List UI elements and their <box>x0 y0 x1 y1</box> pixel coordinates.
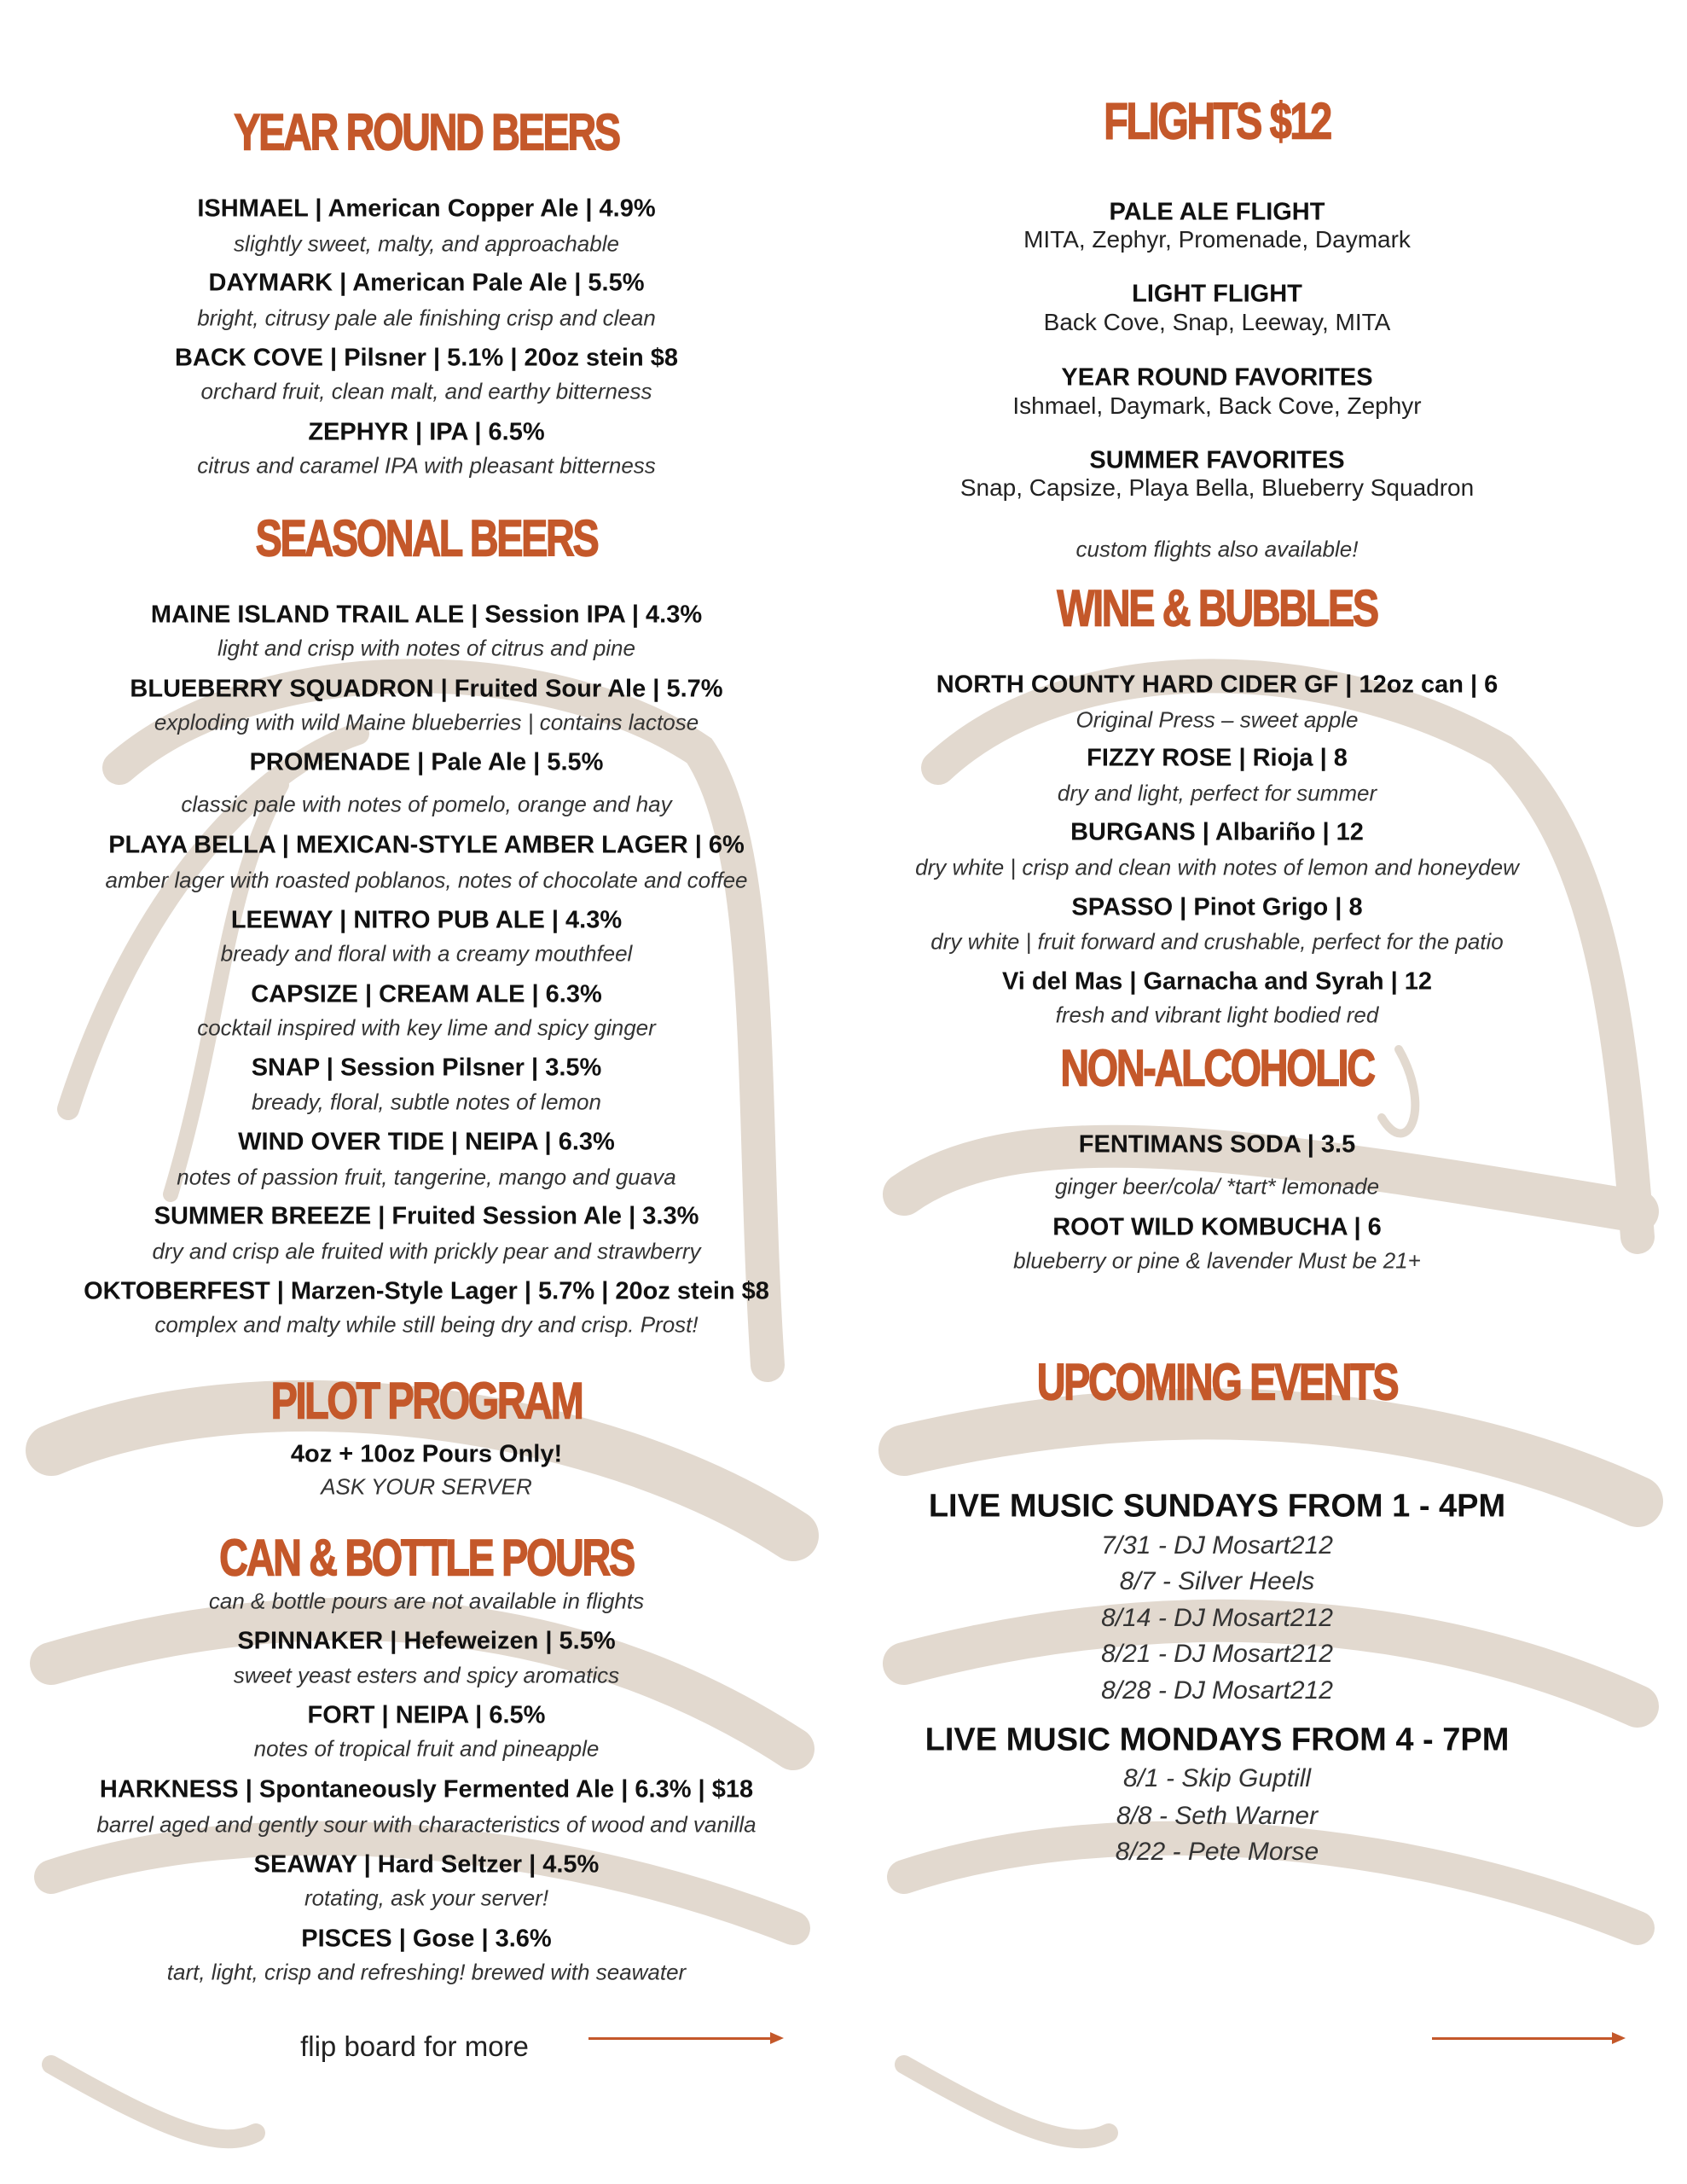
beer-description: bright, citrusy pale ale finishing crisp and clean <box>197 305 656 331</box>
flip-arrow-icon-right <box>1432 2037 1622 2040</box>
section-title-seasonal: SEASONAL BEERS <box>255 509 598 567</box>
beer-description: notes of passion fruit, tangerine, mango and guava <box>177 1164 676 1190</box>
section-title-wine: WINE & BUBBLES <box>1057 579 1377 637</box>
cans-note: can & bottle pours are not available in flights <box>208 1588 645 1614</box>
wine-description: dry and light, perfect for summer <box>1057 780 1377 806</box>
beer-description: barrel aged and gently sour with characteristics of wood and vanilla <box>96 1811 757 1838</box>
event-date: 7/31 - DJ Mosart212 <box>1101 1531 1333 1560</box>
beer-name: CAPSIZE | CREAM ALE | 6.3% <box>251 980 602 1008</box>
event-date: 8/22 - Pete Morse <box>1115 1838 1319 1866</box>
wine-name: Vi del Mas | Garnacha and Syrah | 12 <box>1001 967 1433 996</box>
beer-name: ISHMAEL | American Copper Ale | 4.9% <box>197 195 656 223</box>
beer-description: tart, light, crisp and refreshing! brewed with seawater <box>166 1959 687 1985</box>
beer-name: PLAYA BELLA | MEXICAN-STYLE AMBER LAGER | 6% <box>108 831 745 859</box>
beer-name: PROMENADE | Pale Ale | 5.5% <box>249 748 604 776</box>
event-date: 8/8 - Seth Warner <box>1116 1802 1319 1830</box>
wine-description: fresh and vibrant light bodied red <box>1055 1002 1379 1028</box>
section-title-cans: CAN & BOTTLE POURS <box>219 1529 634 1587</box>
section-title-year-round: YEAR ROUND BEERS <box>234 103 619 161</box>
beer-description: complex and malty while still being dry and crisp. Prost! <box>154 1311 699 1338</box>
flight-name: PALE ALE FLIGHT <box>1109 198 1325 226</box>
beer-name: FORT | NEIPA | 6.5% <box>307 1701 546 1729</box>
flip-arrow-icon-left <box>588 2037 780 2040</box>
beer-description: dry and crisp ale fruited with prickly pear and strawberry <box>152 1238 701 1264</box>
wine-description: dry white | fruit forward and crushable, perfect for the patio <box>930 928 1504 955</box>
wine-description: dry white | crisp and clean with notes of lemon and honeydew <box>915 854 1519 880</box>
pilot-note: ASK YOUR SERVER <box>321 1473 532 1500</box>
flights-note: custom flights also available! <box>1075 536 1359 562</box>
section-title-pilot: PILOT PROGRAM <box>270 1372 583 1430</box>
beer-name: SPINNAKER | Hefeweizen | 5.5% <box>237 1627 616 1655</box>
wine-name: NORTH COUNTY HARD CIDER GF | 12oz can | 6 <box>936 671 1499 699</box>
beer-name: LEEWAY | NITRO PUB ALE | 4.3% <box>230 906 623 934</box>
beer-description: rotating, ask your server! <box>304 1885 549 1911</box>
event-date: 8/7 - Silver Heels <box>1119 1567 1315 1595</box>
beer-description: light and crisp with notes of citrus and pine <box>217 635 635 661</box>
beer-description: orchard fruit, clean malt, and earthy bitterness <box>200 378 652 404</box>
flight-beers: Ishmael, Daymark, Back Cove, Zephyr <box>1012 392 1422 419</box>
beer-description: bready, floral, subtle notes of lemon <box>252 1089 601 1115</box>
beer-description: cocktail inspired with key lime and spicy ginger <box>197 1014 656 1041</box>
beer-name: PISCES | Gose | 3.6% <box>301 1925 552 1953</box>
event-date: 8/28 - DJ Mosart212 <box>1101 1676 1333 1705</box>
event-date: 8/1 - Skip Guptill <box>1122 1764 1312 1792</box>
beer-name: SNAP | Session Pilsner | 3.5% <box>251 1054 602 1082</box>
drink-name: ROOT WILD KOMBUCHA | 6 <box>1052 1213 1382 1241</box>
flight-name: SUMMER FAVORITES <box>1089 446 1345 474</box>
drink-description: ginger beer/cola/ *tart* lemonade <box>1054 1173 1380 1199</box>
beer-name: SUMMER BREEZE | Fruited Session Ale | 3.3% <box>154 1202 699 1230</box>
beer-name: DAYMARK | American Pale Ale | 5.5% <box>208 269 645 297</box>
wine-name: BURGANS | Albariño | 12 <box>1070 818 1364 846</box>
beer-description: notes of tropical fruit and pineapple <box>253 1735 600 1762</box>
flight-name: LIGHT FLIGHT <box>1132 280 1302 308</box>
beer-description: citrus and caramel IPA with pleasant bitterness <box>197 452 656 479</box>
beer-name: BLUEBERRY SQUADRON | Fruited Sour Ale | 5.7% <box>130 675 723 703</box>
beer-description: sweet yeast esters and spicy aromatics <box>233 1662 620 1688</box>
section-title-non-alcoholic: NON-ALCOHOLIC <box>1060 1039 1374 1097</box>
flight-beers: Back Cove, Snap, Leeway, MITA <box>1043 309 1391 335</box>
beer-name: SEAWAY | Hard Seltzer | 4.5% <box>253 1850 600 1879</box>
event-date: 8/14 - DJ Mosart212 <box>1101 1604 1333 1632</box>
event-date: 8/21 - DJ Mosart212 <box>1101 1640 1333 1668</box>
beer-description: bready and floral with a creamy mouthfeel <box>220 940 633 967</box>
beer-description: slightly sweet, malty, and approachable <box>234 230 619 257</box>
beer-name: BACK COVE | Pilsner | 5.1% | 20oz stein $8 <box>174 344 679 372</box>
beer-description: amber lager with roasted poblanos, notes of chocolate and coffee <box>105 867 748 893</box>
beer-name: HARKNESS | Spontaneously Fermented Ale | 6.3% | $18 <box>99 1775 754 1804</box>
event-series-title: LIVE MUSIC MONDAYS FROM 4 - 7PM <box>925 1722 1510 1758</box>
section-title-events: UPCOMING EVENTS <box>1036 1353 1398 1411</box>
flip-board-note: flip board for more <box>300 2030 529 2062</box>
flight-beers: Snap, Capsize, Playa Bella, Blueberry Squadron <box>959 474 1475 501</box>
beer-name: WIND OVER TIDE | NEIPA | 6.3% <box>238 1128 615 1156</box>
wine-description: Original Press – sweet apple <box>1075 706 1359 733</box>
beer-description: classic pale with notes of pomelo, orange and hay <box>181 791 672 817</box>
wine-name: FIZZY ROSE | Rioja | 8 <box>1087 744 1348 772</box>
flight-beers: MITA, Zephyr, Promenade, Daymark <box>1023 226 1411 253</box>
section-title-flights: FLIGHTS $12 <box>1104 92 1330 150</box>
beer-description: exploding with wild Maine blueberries | contains lactose <box>154 709 699 735</box>
beer-name: ZEPHYR | IPA | 6.5% <box>308 418 545 446</box>
wine-name: SPASSO | Pinot Grigo | 8 <box>1071 893 1363 921</box>
beer-name: MAINE ISLAND TRAIL ALE | Session IPA | 4.3% <box>150 601 703 629</box>
drink-name: FENTIMANS SODA | 3.5 <box>1078 1130 1356 1159</box>
drink-description: blueberry or pine & lavender Must be 21+ <box>1013 1247 1421 1274</box>
beer-name: OKTOBERFEST | Marzen-Style Lager | 5.7% | 20oz stein $8 <box>84 1277 769 1305</box>
event-series-title: LIVE MUSIC SUNDAYS FROM 1 - 4PM <box>928 1488 1506 1525</box>
flight-name: YEAR ROUND FAVORITES <box>1061 363 1373 392</box>
pilot-pours: 4oz + 10oz Pours Only! <box>290 1440 563 1468</box>
